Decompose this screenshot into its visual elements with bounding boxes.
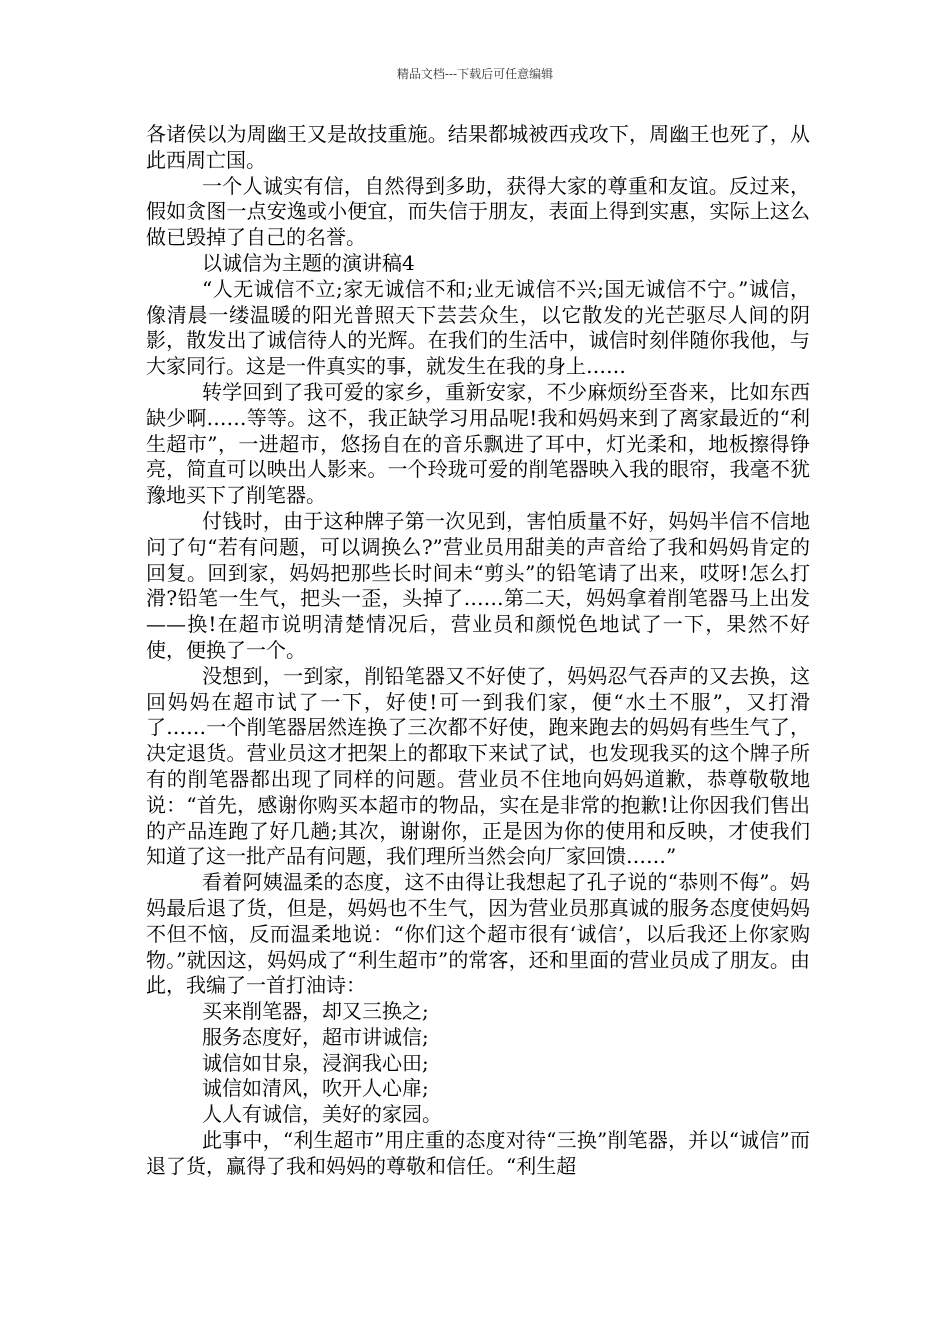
paragraph-5: 付钱时，由于这种牌子第一次见到，害怕质量不好，妈妈半信不信地问了句“若有问题，可以调换么?”营业员用甜美的声音给了我和妈妈肯定的回复。回到家，妈妈把那些长时间未“剪头”的铅笔请了出来，哎呀!怎么打滑?铅笔一生气，把头一歪，头掉了……第二天，妈妈拿着削笔器马上出发——换!在超市说明清楚情况后，营业员和颜悦色地试了一下，果然不好使，便换了一个。 bbox=[146, 508, 810, 662]
poem-line-4: 诚信如清风，吹开人心扉; bbox=[202, 1076, 429, 1101]
closing-paragraph: 此事中，“利生超市”用庄重的态度对待“三换”削笔器，并以“诚信”而退了货，赢得了我和妈妈的尊敬和信任。“利生超 bbox=[146, 1128, 810, 1178]
paragraph-7: 看着阿姨温柔的态度，这不由得让我想起了孔子说的“恭则不侮”。妈妈最后退了货，但是，妈妈也不生气，因为营业员那真诚的服务态度使妈妈不但不恼，反而温柔地说：“你们这个超市很有‘诚信’，以后我还上你家购物。”就因这，妈妈成了“利生超市”的常客，还和里面的营业员成了朋友。由此，我编了一首打油诗： bbox=[146, 870, 810, 998]
page-header: 精品文档---下载后可任意编辑 bbox=[396, 67, 554, 81]
document-body bbox=[146, 122, 810, 1180]
paragraph-1: 各诸侯以为周幽王又是故技重施。结果都城被西戎攻下，周幽王也死了，从此西周亡国。 bbox=[146, 122, 810, 172]
paragraph-6: 没想到，一到家，削铅笔器又不好使了，妈妈忍气吞声的又去换，这回妈妈在超市试了一下，好使!可一到我们家，便“水土不服”，又打滑了……一个削笔器居然连换了三次都不好使，跑来跑去的妈妈有些生气了，决定退货。营业员这才把架上的都取下来试了试，也发现我买的这个牌子所有的削笔器都出现了同样的问题。营业员不住地向妈妈道歉，恭尊敬敬地说：“首先，感谢你购买本超市的物品，实在是非常的抱歉!让你因我们售出的产品连跑了好几趟;其次，谢谢你，正是因为你的使用和反映，才使我们知道了这一批产品有问题，我们理所当然会向厂家回馈……” bbox=[146, 663, 810, 869]
poem-line-2: 服务态度好，超市讲诚信; bbox=[202, 1024, 429, 1049]
poem-line-5: 人人有诚信，美好的家园。 bbox=[202, 1102, 442, 1127]
section-title: 以诚信为主题的演讲稿4 bbox=[202, 250, 415, 275]
paragraph-3: “人无诚信不立;家无诚信不和;业无诚信不兴;国无诚信不宁。”诚信，像清晨一缕温暖的阳光普照天下芸芸众生，以它散发的光芒驱尽人间的阴影，散发出了诚信待人的光辉。在我们的生活中，诚信时刻伴随你我他，与大家同行。这是一件真实的事，就发生在我的身上…… bbox=[146, 276, 810, 379]
poem-line-1: 买来削笔器，却又三换之; bbox=[202, 999, 429, 1024]
poem-line-3: 诚信如甘泉，浸润我心田; bbox=[202, 1050, 429, 1075]
paragraph-2: 一个人诚实有信，自然得到多助，获得大家的尊重和友谊。反过来，假如贪图一点安逸或小便宜，而失信于朋友，表面上得到实惠，实际上这么做已毁掉了自己的名誉。 bbox=[146, 173, 810, 250]
paragraph-4: 转学回到了我可爱的家乡，重新安家，不少麻烦纷至沓来，比如东西缺少啊……等等。这不，我正缺学习用品呢!我和妈妈来到了离家最近的“利生超市”，一进超市，悠扬自在的音乐飘进了耳中，灯光柔和，地板擦得铮亮，简直可以映出人影来。一个玲珑可爱的削笔器映入我的眼帘，我毫不犹豫地买下了削笔器。 bbox=[146, 379, 810, 508]
